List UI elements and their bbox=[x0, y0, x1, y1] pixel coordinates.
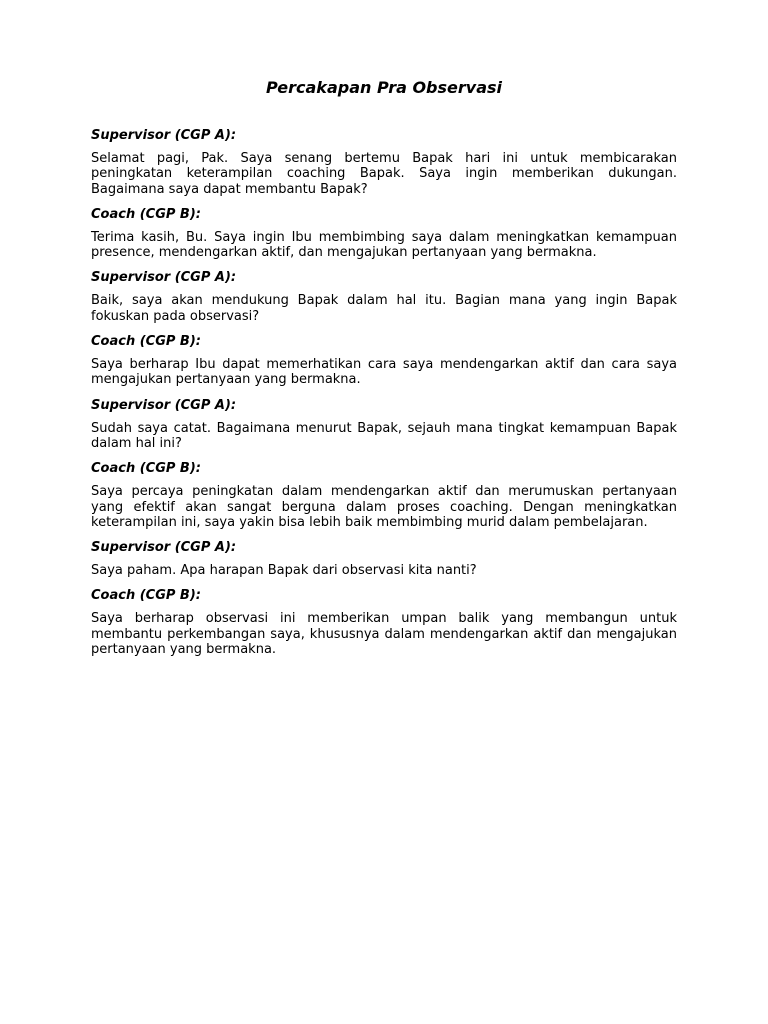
dialogue-turn bbox=[91, 270, 677, 324]
document-title: Percakapan Pra Observasi bbox=[265, 78, 502, 97]
speaker-label: Coach (CGP B): bbox=[91, 334, 201, 350]
dialogue-turn bbox=[91, 461, 677, 530]
utterance-text: Baik, saya akan mendukung Bapak dalam hal itu. Bagian mana yang ingin Bapak fokuskan pada observasi? bbox=[91, 293, 677, 324]
speaker-label: Supervisor (CGP A): bbox=[91, 270, 237, 286]
document-page bbox=[91, 78, 677, 667]
utterance-text: Selamat pagi, Pak. Saya senang bertemu Bapak hari ini untuk membicarakan peningkatan keterampilan coaching Bapak. Saya ingin memberikan dukungan. Bagaimana saya dapat membantu Bapak? bbox=[91, 151, 677, 197]
speaker-label: Supervisor (CGP A): bbox=[91, 128, 237, 143]
dialogue-turn bbox=[91, 128, 677, 197]
utterance-text: Saya berharap observasi ini memberikan umpan balik yang membangun untuk membantu perkembangan saya, khususnya dalam mendengarkan aktif dan mengajukan pertanyaan yang bermakna. bbox=[91, 611, 677, 658]
dialogue-turn bbox=[91, 334, 677, 388]
speaker-label: Coach (CGP B): bbox=[91, 588, 201, 604]
dialogue-turn bbox=[91, 540, 677, 578]
speaker-label: Supervisor (CGP A): bbox=[91, 540, 237, 556]
utterance-text: Terima kasih, Bu. Saya ingin Ibu membimbing saya dalam meningkatkan kemampuan presence, mendengarkan aktif, dan mengajukan pertanyaan yang bermakna. bbox=[91, 229, 677, 261]
dialogue-turn bbox=[91, 588, 677, 657]
speaker-label: Supervisor (CGP A): bbox=[91, 397, 237, 413]
utterance-text: Saya percaya peningkatan dalam mendengarkan aktif dan merumuskan pertanyaan yang efektif akan sangat berguna dalam proses coaching. Dengan meningkatkan keterampilan ini, saya yakin bisa lebih baik membimbing murid dalam pembelajaran. bbox=[91, 484, 677, 530]
utterance-text: Saya paham. Apa harapan Bapak dari observasi kita nanti? bbox=[91, 563, 477, 579]
dialogue-turn bbox=[91, 207, 677, 261]
speaker-label: Coach (CGP B): bbox=[91, 206, 201, 222]
speaker-label: Coach (CGP B): bbox=[91, 461, 201, 477]
utterance-text: Sudah saya catat. Bagaimana menurut Bapak, sejauh mana tingkat kemampuan Bapak dalam hal ini? bbox=[91, 420, 677, 451]
utterance-text: Saya berharap Ibu dapat memerhatikan cara saya mendengarkan aktif dan cara saya mengajukan pertanyaan yang bermakna. bbox=[91, 357, 677, 388]
dialogue-turn bbox=[91, 398, 677, 452]
